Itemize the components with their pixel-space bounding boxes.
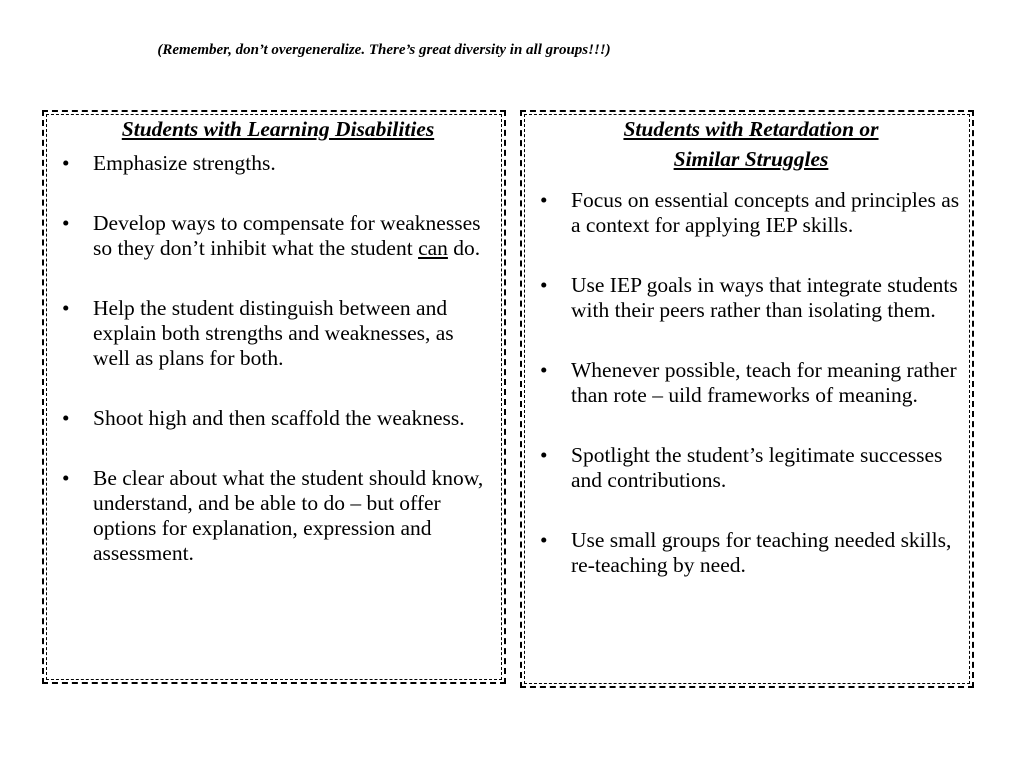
learning-disabilities-title: Students with Learning Disabilities <box>121 117 435 141</box>
list-item-text: Emphasize strengths. <box>93 151 276 175</box>
bullet-icon: • <box>540 273 548 297</box>
list-item <box>62 211 494 261</box>
retardation-struggles-title <box>540 114 962 174</box>
list-item <box>540 188 962 238</box>
list-item <box>62 151 494 176</box>
bullet-icon: • <box>62 406 70 430</box>
list-item-text-start: Develop ways to compensate for weaknesses so they don’t inhibit what the student <box>93 211 481 260</box>
list-item <box>62 296 494 371</box>
list-item <box>62 406 494 431</box>
bullet-icon: • <box>62 211 70 235</box>
list-item <box>62 466 494 566</box>
learning-disabilities-box <box>42 110 506 684</box>
bullet-icon: • <box>540 528 548 552</box>
list-item-text: Be clear about what the student should know, understand, and be able to do – but offer options for explanation, expression and assessment. <box>93 466 484 565</box>
bullet-icon: • <box>540 188 548 212</box>
title-line-1: Students with Retardation or <box>623 117 879 141</box>
bullet-icon: • <box>540 443 548 467</box>
list-item-text-end: do. <box>447 236 481 260</box>
list-item-text: Shoot high and then scaffold the weakness. <box>93 406 465 430</box>
list-item-text: Whenever possible, teach for meaning rather than rote – uild frameworks of meaning. <box>571 358 957 407</box>
title-line-2: Similar Struggles <box>673 147 829 171</box>
list-item <box>540 273 962 323</box>
bullet-icon: • <box>62 296 70 320</box>
bullet-icon: • <box>540 358 548 382</box>
emphasized-word: can <box>418 236 448 260</box>
list-item-text: Spotlight the student’s legitimate successes and contributions. <box>571 443 943 492</box>
bullet-icon: • <box>62 151 70 175</box>
list-item-text <box>93 211 480 260</box>
diversity-reminder-note: (Remember, don’t overgeneralize. There’s great diversity in all groups!!!) <box>157 42 611 58</box>
list-item-text: Help the student distinguish between and explain both strengths and weaknesses, as well as plans for both. <box>93 296 454 370</box>
list-item-text: Use IEP goals in ways that integrate students with their peers rather than isolating them. <box>571 273 958 322</box>
list-item <box>540 528 962 578</box>
list-item-text: Focus on essential concepts and principles as a context for applying IEP skills. <box>571 188 960 237</box>
list-item <box>540 443 962 493</box>
list-item-text: Use small groups for teaching needed skills, re-teaching by need. <box>571 528 952 577</box>
retardation-struggles-box <box>520 110 974 688</box>
list-item <box>540 358 962 408</box>
retardation-struggles-list <box>540 188 962 578</box>
bullet-icon: • <box>62 466 70 490</box>
learning-disabilities-list <box>62 151 494 566</box>
